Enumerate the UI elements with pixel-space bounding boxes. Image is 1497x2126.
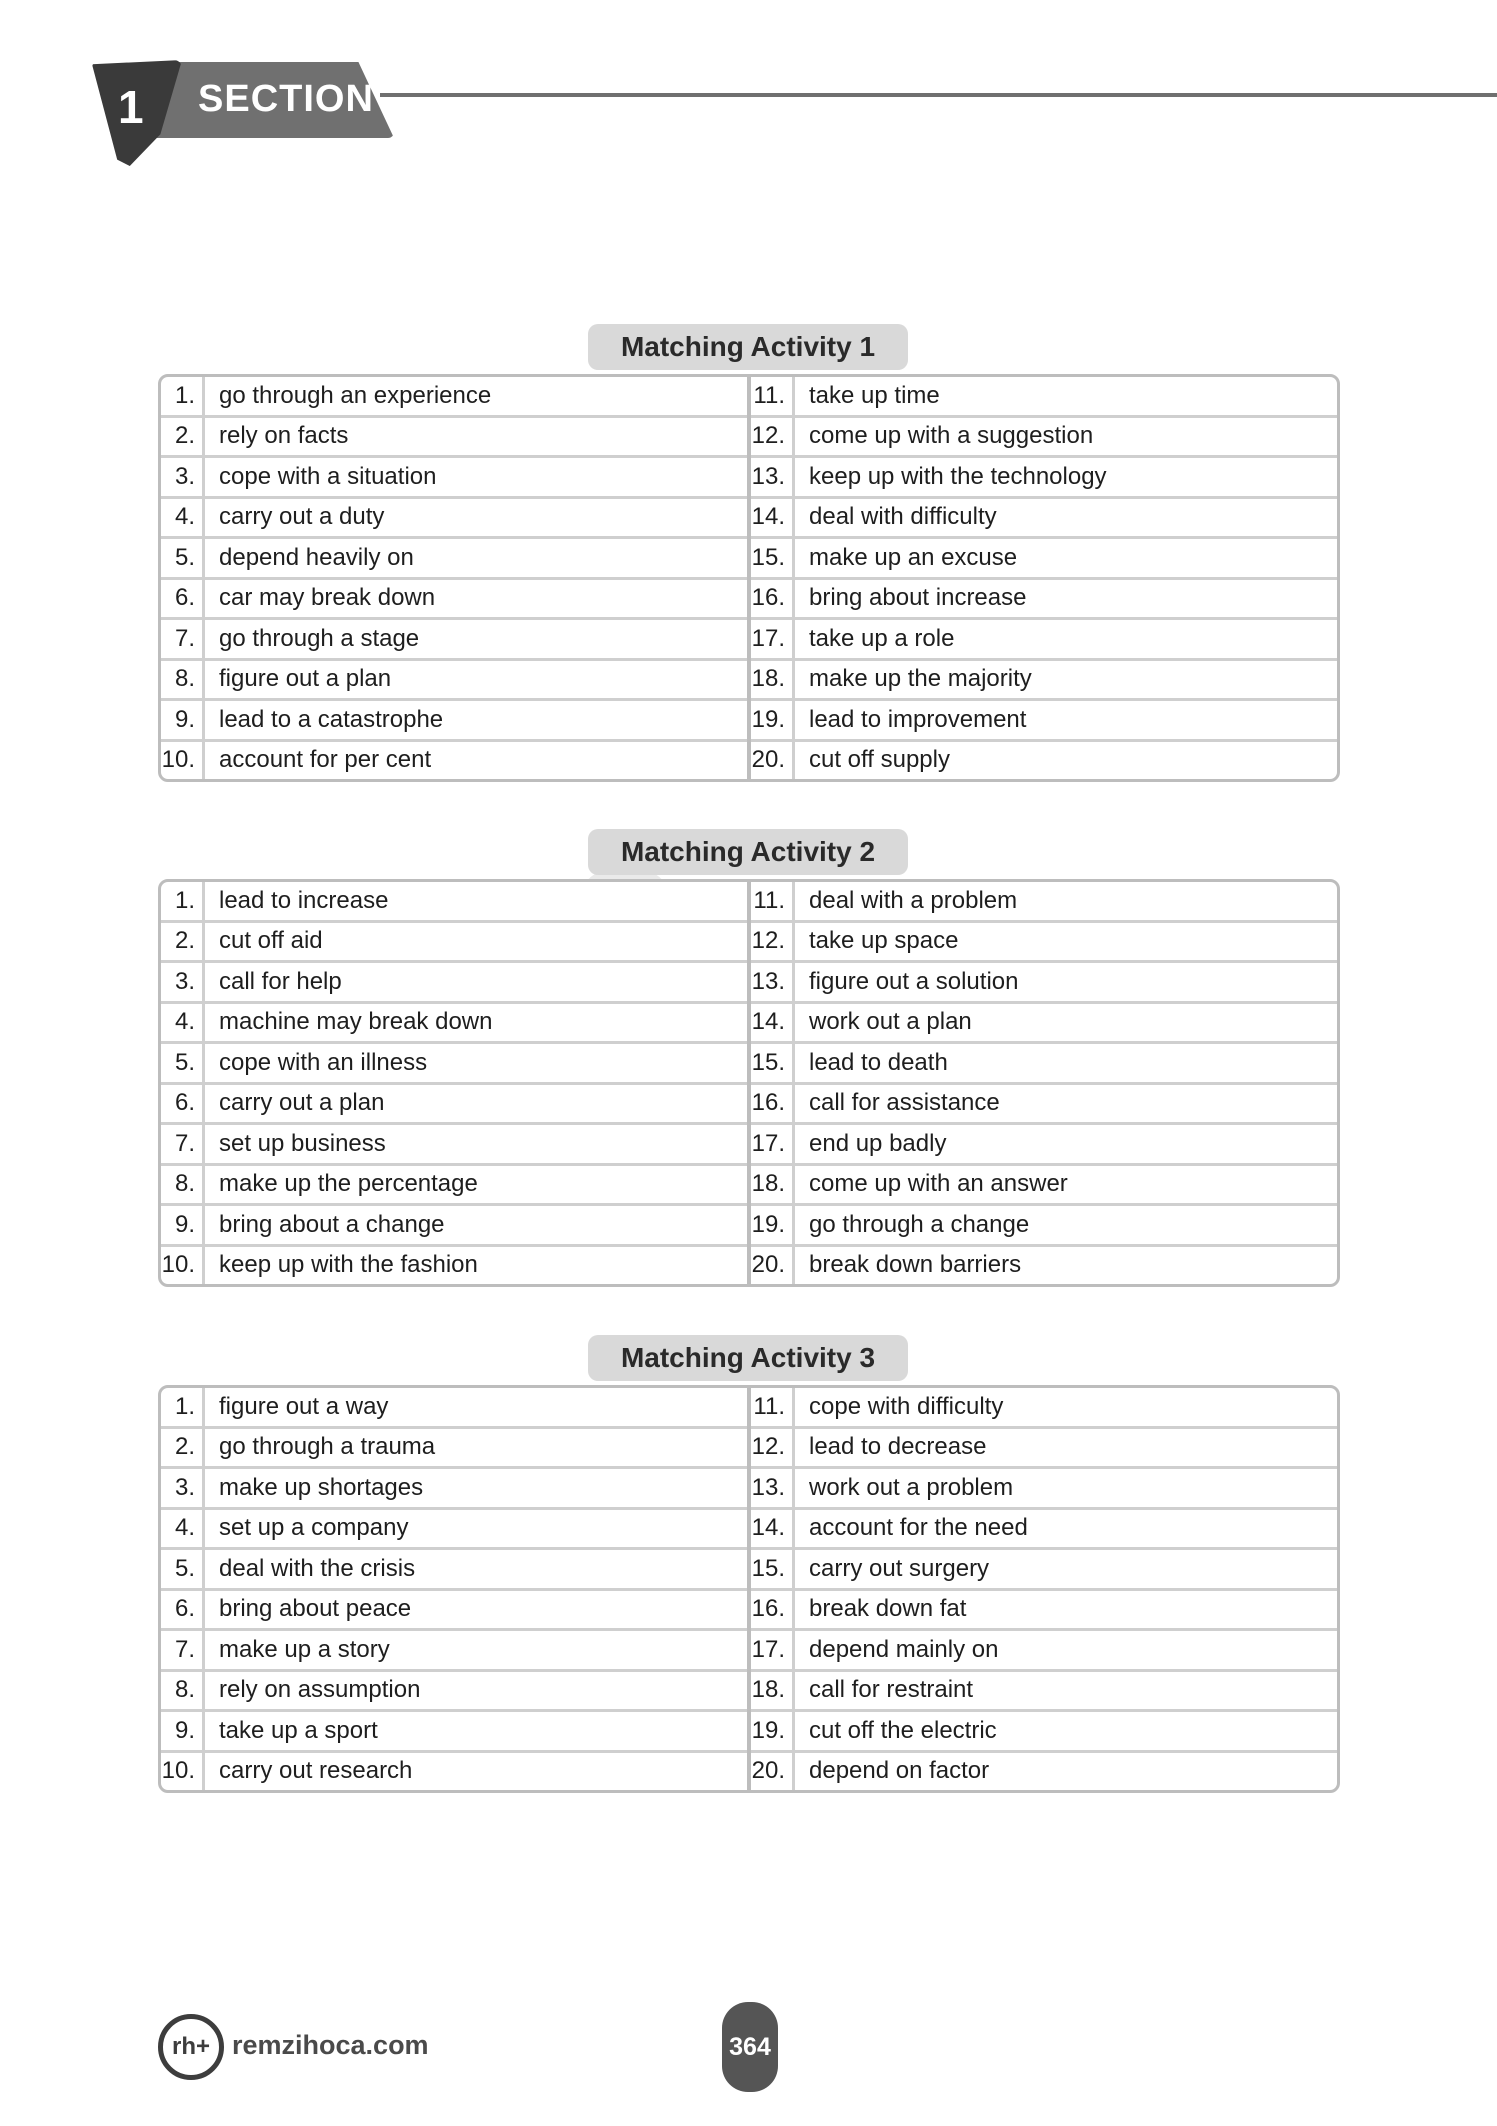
item-number: 9. bbox=[161, 1712, 205, 1750]
item-text: take up a role bbox=[809, 624, 955, 652]
item-number: 19. bbox=[751, 1206, 795, 1244]
section-label: SECTION bbox=[198, 78, 374, 120]
list-item bbox=[751, 742, 1337, 780]
list-item bbox=[161, 1631, 747, 1672]
item-text: take up a sport bbox=[219, 1716, 378, 1744]
item-text: set up a company bbox=[219, 1514, 409, 1542]
item-number: 18. bbox=[751, 661, 795, 699]
item-number: 4. bbox=[161, 1510, 205, 1548]
list-item bbox=[751, 539, 1337, 580]
page-number: 364 bbox=[722, 2002, 778, 2092]
list-item bbox=[751, 1712, 1337, 1753]
item-text: depend mainly on bbox=[809, 1635, 999, 1663]
item-text: make up an excuse bbox=[809, 543, 1018, 571]
item-text: lead to decrease bbox=[809, 1433, 987, 1461]
list-item bbox=[751, 1085, 1337, 1126]
item-number: 10. bbox=[161, 1753, 205, 1791]
item-text: car may break down bbox=[219, 584, 436, 612]
item-number: 15. bbox=[751, 1044, 795, 1082]
item-text: deal with the crisis bbox=[219, 1554, 416, 1582]
item-text: lead to a catastrophe bbox=[219, 705, 444, 733]
item-number: 15. bbox=[751, 539, 795, 577]
list-item bbox=[161, 499, 747, 540]
item-text: account for the need bbox=[809, 1514, 1028, 1542]
list-item bbox=[161, 1672, 747, 1713]
list-item bbox=[161, 1712, 747, 1753]
item-number: 6. bbox=[161, 1591, 205, 1629]
list-item bbox=[751, 661, 1337, 702]
list-item bbox=[751, 1510, 1337, 1551]
list-item bbox=[161, 701, 747, 742]
item-number: 15. bbox=[751, 1550, 795, 1588]
item-number: 14. bbox=[751, 1510, 795, 1548]
item-text: break down fat bbox=[809, 1595, 967, 1623]
right-column bbox=[747, 1388, 1337, 1790]
item-text: cut off supply bbox=[809, 746, 950, 774]
item-text: account for per cent bbox=[219, 746, 432, 774]
activity-table bbox=[158, 879, 1340, 1287]
item-text: deal with difficulty bbox=[809, 503, 997, 531]
item-text: come up with an answer bbox=[809, 1170, 1068, 1198]
item-text: work out a problem bbox=[809, 1473, 1014, 1501]
item-text: depend heavily on bbox=[219, 543, 414, 571]
item-number: 20. bbox=[751, 742, 795, 780]
item-text: cope with difficulty bbox=[809, 1392, 1004, 1420]
item-number: 1. bbox=[161, 882, 205, 920]
item-text: call for help bbox=[219, 967, 342, 995]
item-text: carry out research bbox=[219, 1757, 413, 1785]
item-number: 6. bbox=[161, 580, 205, 618]
list-item bbox=[161, 923, 747, 964]
item-text: take up time bbox=[809, 381, 940, 409]
item-number: 18. bbox=[751, 1166, 795, 1204]
item-number: 8. bbox=[161, 661, 205, 699]
item-number: 9. bbox=[161, 1206, 205, 1244]
item-text: go through a stage bbox=[219, 624, 420, 652]
list-item bbox=[751, 1591, 1337, 1632]
item-number: 12. bbox=[751, 1429, 795, 1467]
list-item bbox=[751, 1429, 1337, 1470]
list-item bbox=[751, 1206, 1337, 1247]
item-text: keep up with the fashion bbox=[219, 1251, 478, 1279]
item-number: 16. bbox=[751, 1591, 795, 1629]
list-item bbox=[161, 661, 747, 702]
left-column bbox=[161, 1388, 747, 1790]
list-item bbox=[161, 1753, 747, 1791]
item-number: 18. bbox=[751, 1672, 795, 1710]
item-number: 6. bbox=[161, 1085, 205, 1123]
activity-title: Matching Activity 1 bbox=[588, 324, 908, 370]
list-item bbox=[751, 1550, 1337, 1591]
list-item bbox=[751, 580, 1337, 621]
item-number: 7. bbox=[161, 1631, 205, 1669]
activity-title: Matching Activity 3 bbox=[588, 1335, 908, 1381]
list-item bbox=[751, 701, 1337, 742]
item-text: keep up with the technology bbox=[809, 462, 1107, 490]
list-item bbox=[751, 620, 1337, 661]
item-text: cope with an illness bbox=[219, 1048, 428, 1076]
list-item bbox=[161, 742, 747, 780]
item-number: 14. bbox=[751, 1004, 795, 1042]
item-number: 3. bbox=[161, 963, 205, 1001]
item-text: make up a story bbox=[219, 1635, 390, 1663]
list-item bbox=[751, 1044, 1337, 1085]
item-number: 11. bbox=[751, 377, 795, 415]
item-number: 7. bbox=[161, 620, 205, 658]
item-text: bring about a change bbox=[219, 1210, 445, 1238]
item-number: 1. bbox=[161, 377, 205, 415]
list-item bbox=[161, 377, 747, 418]
item-number: 11. bbox=[751, 1388, 795, 1426]
item-number: 16. bbox=[751, 580, 795, 618]
list-item bbox=[751, 377, 1337, 418]
item-text: break down barriers bbox=[809, 1251, 1022, 1279]
item-text: come up with a suggestion bbox=[809, 422, 1094, 450]
item-text: lead to improvement bbox=[809, 705, 1027, 733]
list-item bbox=[751, 963, 1337, 1004]
list-item bbox=[161, 1429, 747, 1470]
item-text: go through an experience bbox=[219, 381, 492, 409]
list-item bbox=[751, 1166, 1337, 1207]
item-text: figure out a plan bbox=[219, 665, 392, 693]
list-item bbox=[751, 1469, 1337, 1510]
item-number: 7. bbox=[161, 1125, 205, 1163]
item-number: 10. bbox=[161, 1247, 205, 1285]
list-item bbox=[751, 1753, 1337, 1791]
item-text: carry out surgery bbox=[809, 1554, 990, 1582]
list-item bbox=[161, 963, 747, 1004]
activity-table bbox=[158, 1385, 1340, 1793]
item-text: rely on facts bbox=[219, 422, 349, 450]
item-text: call for assistance bbox=[809, 1089, 1000, 1117]
list-item bbox=[161, 1044, 747, 1085]
list-item bbox=[751, 418, 1337, 459]
item-number: 12. bbox=[751, 923, 795, 961]
list-item bbox=[161, 458, 747, 499]
item-number: 13. bbox=[751, 458, 795, 496]
list-item bbox=[161, 1004, 747, 1045]
list-item bbox=[161, 1125, 747, 1166]
item-text: depend on factor bbox=[809, 1757, 990, 1785]
item-number: 9. bbox=[161, 701, 205, 739]
item-number: 10. bbox=[161, 742, 205, 780]
list-item bbox=[751, 1672, 1337, 1713]
item-number: 4. bbox=[161, 1004, 205, 1042]
list-item bbox=[751, 923, 1337, 964]
item-number: 2. bbox=[161, 418, 205, 456]
item-text: bring about peace bbox=[219, 1595, 412, 1623]
item-text: machine may break down bbox=[219, 1008, 493, 1036]
list-item bbox=[161, 1166, 747, 1207]
item-text: lead to increase bbox=[219, 886, 389, 914]
list-item bbox=[751, 1247, 1337, 1285]
list-item bbox=[161, 1469, 747, 1510]
list-item bbox=[161, 1388, 747, 1429]
left-column bbox=[161, 377, 747, 779]
item-text: deal with a problem bbox=[809, 886, 1018, 914]
list-item bbox=[161, 1085, 747, 1126]
item-text: set up business bbox=[219, 1129, 386, 1157]
item-number: 13. bbox=[751, 963, 795, 1001]
item-text: figure out a way bbox=[219, 1392, 389, 1420]
list-item bbox=[751, 882, 1337, 923]
item-number: 2. bbox=[161, 923, 205, 961]
item-text: bring about increase bbox=[809, 584, 1027, 612]
item-number: 13. bbox=[751, 1469, 795, 1507]
item-number: 14. bbox=[751, 499, 795, 537]
item-number: 8. bbox=[161, 1672, 205, 1710]
list-item bbox=[161, 539, 747, 580]
item-number: 5. bbox=[161, 1550, 205, 1588]
list-item bbox=[751, 1388, 1337, 1429]
item-text: go through a change bbox=[809, 1210, 1030, 1238]
section-number: 1 bbox=[118, 81, 144, 133]
item-number: 5. bbox=[161, 1044, 205, 1082]
item-number: 16. bbox=[751, 1085, 795, 1123]
activity-title: Matching Activity 2 bbox=[588, 829, 908, 875]
item-text: work out a plan bbox=[809, 1008, 972, 1036]
list-item bbox=[161, 1591, 747, 1632]
list-item bbox=[751, 499, 1337, 540]
list-item bbox=[751, 1004, 1337, 1045]
item-text: call for restraint bbox=[809, 1676, 974, 1704]
list-item bbox=[161, 1550, 747, 1591]
item-number: 20. bbox=[751, 1247, 795, 1285]
list-item bbox=[161, 418, 747, 459]
item-text: go through a trauma bbox=[219, 1433, 436, 1461]
item-text: cut off aid bbox=[219, 927, 323, 955]
list-item bbox=[751, 458, 1337, 499]
brand-logo-icon: rh+ bbox=[158, 2014, 224, 2080]
item-text: make up the majority bbox=[809, 665, 1032, 693]
item-number: 4. bbox=[161, 499, 205, 537]
item-number: 5. bbox=[161, 539, 205, 577]
item-number: 17. bbox=[751, 1125, 795, 1163]
list-item bbox=[161, 1206, 747, 1247]
item-text: cut off the electric bbox=[809, 1716, 997, 1744]
list-item bbox=[161, 1247, 747, 1285]
item-number: 17. bbox=[751, 620, 795, 658]
right-column bbox=[747, 377, 1337, 779]
item-text: take up space bbox=[809, 927, 959, 955]
item-number: 12. bbox=[751, 418, 795, 456]
item-text: make up shortages bbox=[219, 1473, 424, 1501]
item-number: 20. bbox=[751, 1753, 795, 1791]
list-item bbox=[751, 1125, 1337, 1166]
item-number: 3. bbox=[161, 458, 205, 496]
item-number: 2. bbox=[161, 1429, 205, 1467]
item-number: 3. bbox=[161, 1469, 205, 1507]
list-item bbox=[161, 1510, 747, 1551]
item-text: carry out a duty bbox=[219, 503, 385, 531]
list-item bbox=[161, 580, 747, 621]
left-column bbox=[161, 882, 747, 1284]
activity-table bbox=[158, 374, 1340, 782]
item-number: 11. bbox=[751, 882, 795, 920]
item-text: carry out a plan bbox=[219, 1089, 385, 1117]
item-number: 1. bbox=[161, 1388, 205, 1426]
right-column bbox=[747, 882, 1337, 1284]
website-label: remzihoca.com bbox=[232, 2030, 429, 2060]
item-number: 17. bbox=[751, 1631, 795, 1669]
item-text: cope with a situation bbox=[219, 462, 437, 490]
item-number: 19. bbox=[751, 701, 795, 739]
item-number: 8. bbox=[161, 1166, 205, 1204]
item-text: lead to death bbox=[809, 1048, 948, 1076]
item-text: make up the percentage bbox=[219, 1170, 478, 1198]
list-item bbox=[751, 1631, 1337, 1672]
item-text: end up badly bbox=[809, 1129, 947, 1157]
item-text: figure out a solution bbox=[809, 967, 1019, 995]
item-text: rely on assumption bbox=[219, 1676, 421, 1704]
list-item bbox=[161, 882, 747, 923]
header-rule bbox=[380, 93, 1497, 97]
item-number: 19. bbox=[751, 1712, 795, 1750]
list-item bbox=[161, 620, 747, 661]
